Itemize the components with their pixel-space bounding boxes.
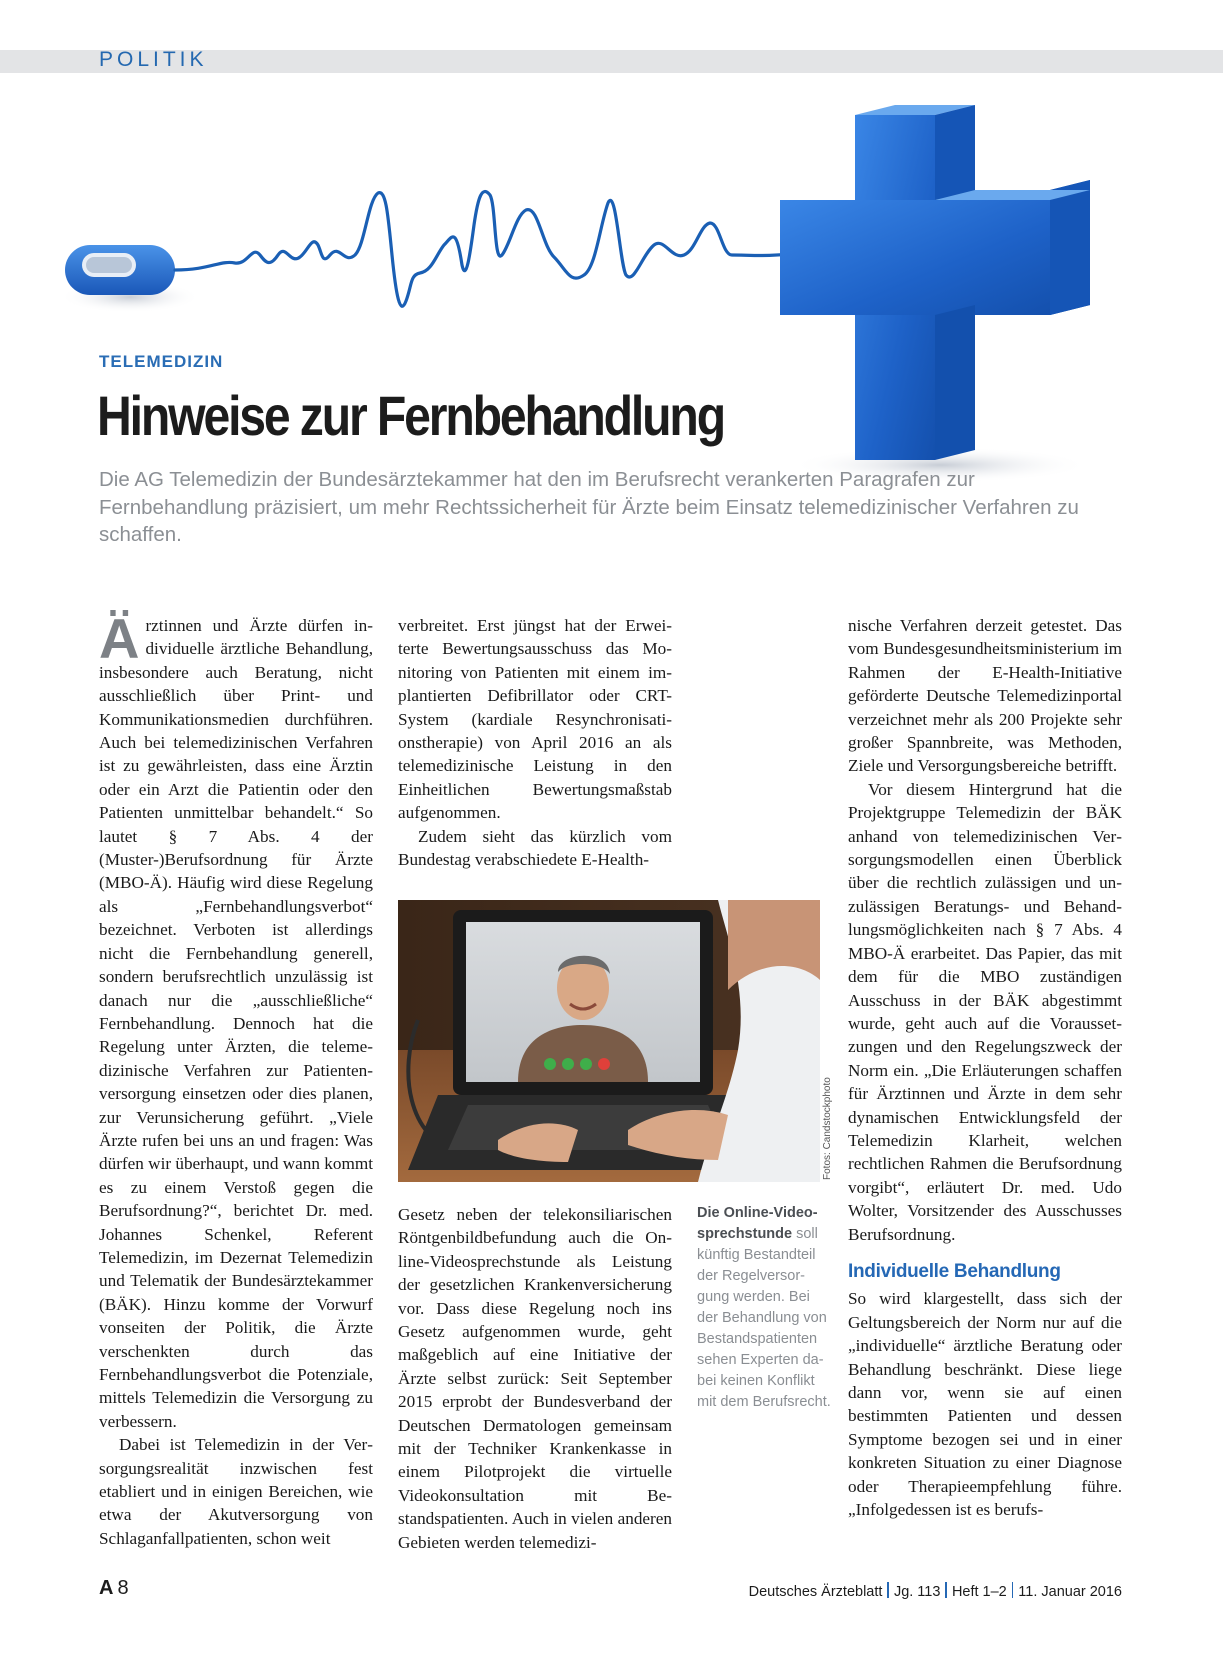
article-subheading: Individuelle Behandlung: [848, 1260, 1061, 1282]
divider: [945, 1582, 947, 1598]
photo-caption: [697, 1203, 831, 1413]
article-title: Hinweise zur Fernbehandlung: [97, 384, 724, 447]
body-paragraph: Gesetz neben der telekonsiliarischen Röntgenbildbefundung auch die Online-Videosprechstunde als Leistung der gesetzlichen Krankenversicherung vor. Dass diese Regelung noch ins Gesetz aufgenommen wurde, geht maßgeblich auf eine Initiative der Ärzte selbst zurück: Seit September 2015 erprobt der Bundesverband der Deutschen Dermatologen gemeinsam mit der Techniker Krankenkasse in einem Pilotprojekt die virtuelle Videokonsultation mit Bestandspatienten. Auch in vielen anderen Gebieten werden telemedizi-: [398, 1205, 672, 1552]
article-column-3: [848, 614, 1122, 1521]
drop-cap: Ä: [99, 607, 140, 670]
photo-credit: Fotos: Candstockphoto: [822, 1077, 833, 1180]
journal-info: [749, 1582, 1122, 1600]
page-number: [99, 1577, 129, 1600]
page-prefix: A: [99, 1577, 114, 1599]
body-paragraph: verbreitet. Erst jüngst hat der Erweiterte Bewertungsausschuss das Monitoring von Patienten mit einem implantierten Defibrillator oder CRT-System (kardiale Resynchronisationstherapie) von April 2016 an als telemedizinische Leistung in den Einheitlichen Bewertungsmaßstab aufgenommen.: [398, 616, 672, 823]
journal-issue: Heft 1–2: [951, 1584, 1007, 1600]
article-column-2-bottom: [398, 1203, 672, 1554]
heartbeat-cable: [175, 192, 800, 307]
journal-name: Deutsches Ärzteblatt: [748, 1584, 883, 1600]
computer-mouse-icon: [65, 245, 175, 295]
body-paragraph: nische Verfahren derzeit getestet. Das vom Bundesgesundheitsministerium im Rahmen der E-Health-Initiative geförderte Deutsche Telemedizinportal verzeichnet mehr als 200 Projekte sehr großer Spannbreite, was Methoden, Ziele und Versorgungsbereiche betrifft.: [848, 616, 1122, 776]
body-paragraph: Zudem sieht das kürzlich vom Bundestag verabschiedete E-Health-: [398, 826, 672, 870]
article-column-2-top: [398, 614, 672, 871]
page-number-value: 8: [117, 1577, 129, 1599]
journal-date: 11. Januar 2016: [1018, 1584, 1122, 1600]
caption-title: Die Online-Videosprechstunde: [697, 1205, 818, 1242]
caption-text: soll künftig Bestandteil der Regelversorgung werden. Bei der Behandlung von Bestandspatienten sehen Experten dabei keinen Konflikt mit dem Berufsrecht.: [697, 1226, 831, 1410]
body-paragraph: Vor diesem Hintergrund hat die Projektgruppe Telemedizin der BÄK anhand von telemedizinischen Versorgungsmodellen einen Überblick über die rechtlich zulässigen und unzulässigen Beratungs- und Behandlungsmöglichkeiten nach § 7 Abs. 4 MBO-Ä erarbeitet. Das Papier, das mit dem für die MBO zuständigen Ausschuss in der BÄK abgestimmt wurde, geht auch auf die Voraussetzungen und den Regelungszweck der Norm ein. „Die Erläuterungen schaffen für Ärztinnen und Ärzte in dem sehr dynamischen Entwicklungsfeld der Telemedizin Klarheit, welchen rechtlichen Rahmen die Berufsordnung vorgibt“, erläutert Dr. med. Udo Wolter, Vorsitzender des Ausschusses Berufsordnung.: [848, 779, 1122, 1244]
paragraph-text: rztinnen und Ärzte dürfen individuelle ärztliche Behandlung, insbesondere auch Beratung, nicht ausschließlich über Print- und Kommunikationsmedien durchführen. Auch bei telemedizinischen Verfahren ist zu gewährleisten, dass eine Ärztin oder ein Arzt die Patientin oder den Patienten unmittelbar behandelt.“ So lautet § 7 Abs. 4 der (Muster-)Berufsordnung für Ärzte (MBO-Ä). Häufig wird diese Regelung als „Fernbehandlungsverbot“ bezeichnet. Verboten ist allerdings nicht die Fernbehandlung generell, sondern berufsrechtlich unzulässig ist danach nur die „ausschließliche“ Fernbehandlung. Dennoch hat die Regelung unter Ärzten, die telemedizinische Verfahren zur Patientenversorgung einsetzen oder dies planen, zur Verunsicherung geführt. „Viele Ärzte rufen bei uns an und fragen: Was dürfen wir überhaupt, und wann kommt es zu einem Verstoß gegen die Berufsordnung?“, berichtet Dr. med. Johannes Schenkel, Referent Telemedizin, im Dezernat Telemedizin und Telematik der Bundesärztekammer (BÄK). Hinzu komme der Vorwurf vonseiten der Politik, die Ärzte verschenkten durch das Fernbehandlungsverbot die Potenziale, mittels Telemedizin die Versorgung zu verbessern.: [99, 616, 373, 1431]
section-label: POLITIK: [99, 48, 208, 71]
article-kicker: TELEMEDIZIN: [99, 352, 224, 371]
video-consultation-photo: [398, 900, 820, 1182]
journal-volume: Jg. 113: [893, 1584, 941, 1600]
article-lead: Die AG Telemedizin der Bundesärztekammer hat den im Berufsrecht verankerten Paragrafen zur Fernbehandlung präzisiert, um mehr Rechtssicherheit für Ärzte beim Einsatz telemedizinischer Verfahren zu schaffen.: [99, 468, 1079, 546]
article-column-1: [99, 607, 373, 1550]
medical-cross-icon: [780, 105, 1090, 460]
body-paragraph: So wird klargestellt, dass sich der Geltungsbereich der Norm nur auf die „individuelle“ ärztliche Beratung oder Behandlung beschränkt. Diese liege dann vor, wenn sie auf einen bestimmten Patienten und dessen Symptome bezogen sei und in einer konkreten Situation zu einer Diagnose oder Therapieempfehlung führe. „Infolgedessen ist es berufs-: [848, 1289, 1122, 1520]
body-paragraph: Dabei ist Telemedizin in der Versorgungsrealität inzwischen fest etabliert und in einigen Bereichen, wie etwa der Akutversorgung von Schlaganfallpatienten, schon weit: [99, 1435, 373, 1548]
divider: [1012, 1582, 1014, 1598]
divider: [887, 1582, 889, 1598]
body-paragraph: [99, 607, 373, 1433]
